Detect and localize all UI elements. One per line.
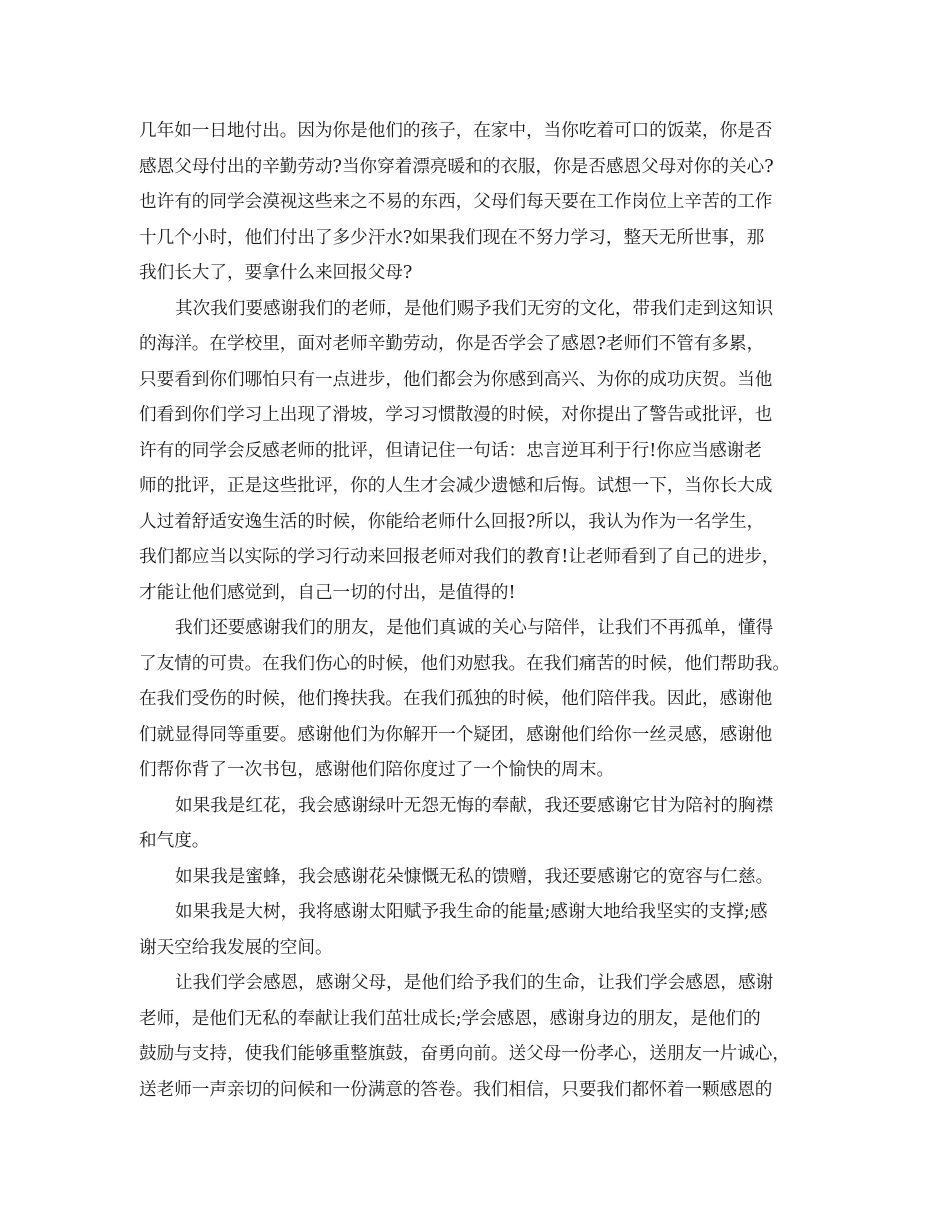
- paragraph-line: 我们还要感谢我们的朋友，是他们真诚的关心与陪伴，让我们不再孤单，懂得: [175, 618, 774, 638]
- paragraph-line: 送老师一声亲切的问候和一份满意的答卷。我们相信，只要我们都怀着一颗感恩的: [139, 1079, 773, 1100]
- paragraph-line: 们就显得同等重要。感谢他们为你解开一个疑团，感谢他们给你一丝灵感，感谢他: [139, 724, 773, 745]
- paragraph-line: 人过着舒适安逸生活的时候，你能给老师什么回报?所以，我认为作为一名学生，: [139, 511, 765, 532]
- paragraph-line: 在我们受伤的时候，他们搀扶我。在我们孤独的时候，他们陪伴我。因此，感谢他: [139, 689, 773, 709]
- paragraph-line: 几年如一日地付出。因为你是他们的孩子，在家中，当你吃着可口的饭菜，你是否: [139, 121, 773, 141]
- paragraph-line: 我们长大了，要拿什么来回报父母?: [139, 263, 413, 283]
- paragraph: [139, 860, 823, 896]
- paragraph-line: 鼓励与支持，使我们能够重整旗鼓，奋勇向前。送父母一份孝心，送朋友一片诚心，: [139, 1044, 790, 1064]
- paragraph: [139, 789, 823, 860]
- paragraph-line: 我们都应当以实际的学习行动来回报老师对我们的教育!让老师看到了自己的进步，: [139, 547, 780, 567]
- paragraph-line: 如果我是大树，我将感谢太阳赋予我生命的能量;感谢大地给我坚实的支撑;感: [175, 902, 768, 922]
- paragraph-line: 如果我是蜜蜂，我会感谢花朵慷慨无私的馈赠，我还要感谢它的宽容与仁慈。: [175, 866, 774, 887]
- paragraph-line: 才能让他们感觉到，自己一切的付出，是值得的!: [139, 582, 516, 603]
- paragraph-line: 如果我是红花，我会感谢绿叶无怨无悔的奉献，我还要感谢它甘为陪衬的胸襟: [175, 795, 774, 816]
- paragraph: [139, 895, 823, 966]
- paragraph: [139, 114, 823, 292]
- paragraph-line: 的海洋。在学校里，面对老师辛勤劳动，你是否学会了感恩?老师们不管有多累，: [139, 334, 765, 354]
- paragraph: [139, 292, 823, 612]
- paragraph-line: 许有的同学会反感老师的批评，但请记住一句话：忠言逆耳利于行!你应当感谢老: [139, 440, 762, 461]
- paragraph-line: 老师，是他们无私的奉献让我们茁壮成长;学会感恩，感谢身边的朋友，是他们的: [139, 1008, 761, 1029]
- paragraph-line: 十几个小时，他们付出了多少汗水?如果我们现在不努力学习，整天无所世事，那: [139, 227, 765, 248]
- paragraph-line: 只要看到你们哪怕只有一点进步，他们都会为你感到高兴、为你的成功庆贺。当他: [139, 369, 773, 390]
- paragraph-line: 们看到你们学习上出现了滑坡，学习习惯散漫的时候，对你提出了警告或批评，也: [139, 405, 773, 425]
- paragraph-line: 了友情的可贵。在我们伤心的时候，他们劝慰我。在我们痛苦的时候，他们帮助我。: [139, 653, 790, 674]
- paragraph-line: 感恩父母付出的辛勤劳动?当你穿着漂亮暖和的衣服，你是否感恩父母对你的关心?: [139, 156, 774, 177]
- paragraph-line: 谢天空给我发展的空间。: [139, 937, 333, 958]
- paragraph-line: 和气度。: [139, 831, 210, 851]
- paragraph-line: 也许有的同学会漠视这些来之不易的东西，父母们每天要在工作岗位上辛苦的工作: [139, 192, 773, 212]
- document-body: [139, 114, 823, 1108]
- paragraph-line: 其次我们要感谢我们的老师，是他们赐予我们无穷的文化，带我们走到这知识: [175, 298, 774, 319]
- paragraph-line: 师的批评，正是这些批评，你的人生才会减少遗憾和后悔。试想一下，当你长大成: [139, 476, 773, 496]
- paragraph: [139, 611, 823, 789]
- paragraph-line: 们帮你背了一次书包，感谢他们陪你度过了一个愉快的周末。: [139, 760, 615, 780]
- paragraph-line: 让我们学会感恩，感谢父母，是他们给予我们的生命，让我们学会感恩，感谢: [175, 973, 774, 993]
- paragraph: [139, 966, 823, 1108]
